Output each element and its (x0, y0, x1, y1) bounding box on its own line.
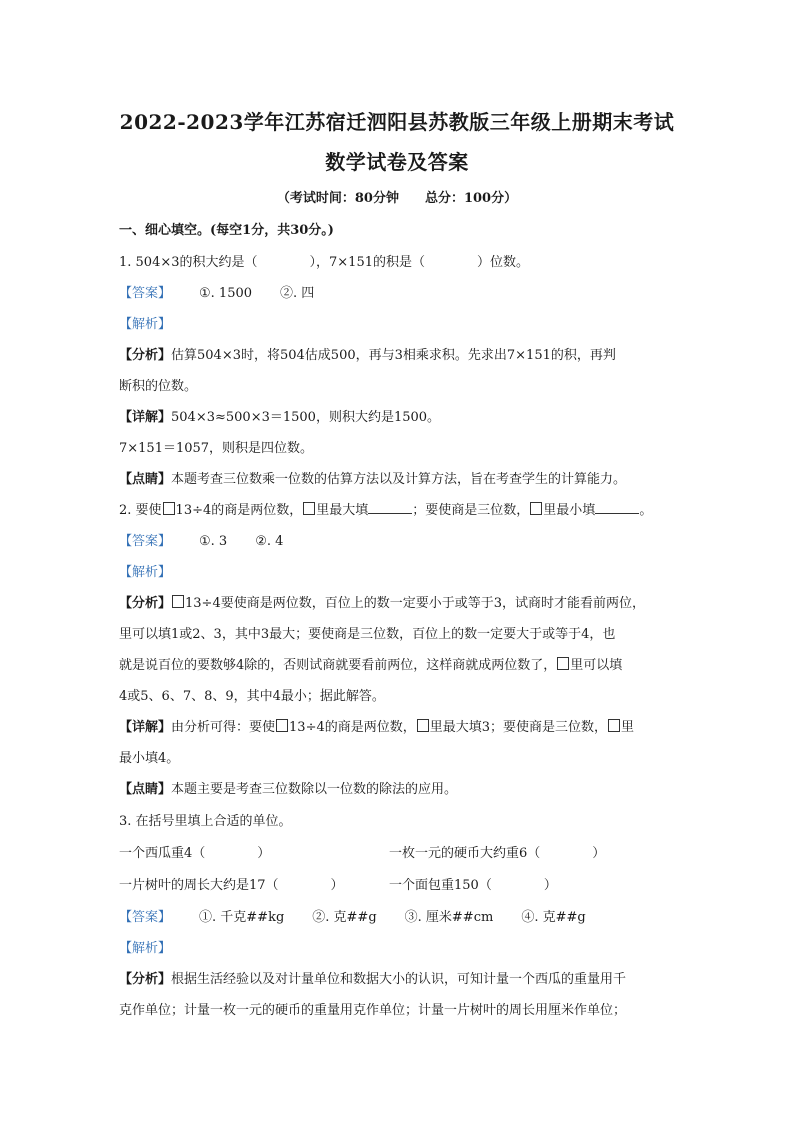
q3-item: 一枚一元的硬币大约重6（ ） (389, 846, 606, 861)
q1-fenxi-cont: 断积的位数。 (119, 379, 198, 394)
xiangjie-tag: 【详解】 (119, 410, 172, 425)
exam-total: 总分：100分） (424, 191, 518, 206)
q2-text: 13÷4的商是两位数， (175, 503, 303, 518)
q3-fenxi-cont: 克作单位；计量一枚一元的硬币的重量用克作单位；计量一片树叶的周长用厘米作单位； (119, 1003, 627, 1018)
blank-box (303, 502, 315, 515)
q1-xiangjie-cont: 7×151＝1057，则积是四位数。 (119, 441, 314, 456)
q2-answer (119, 530, 283, 549)
q1-question: 1. 504×3的积大约是（ ），7×151的积是（ ）位数。 (119, 255, 529, 270)
xiangjie-tag: 【详解】 (119, 720, 172, 735)
analysis-tag: 【解析】 (119, 941, 172, 956)
document-title-line1: 2022-2023学年江苏宿迁泗阳县苏教版三年级上册期末考试 (119, 110, 675, 134)
q2-fenxi (119, 592, 645, 611)
q2-text: 2. 要使 (119, 503, 162, 518)
dianjing-text: 本题主要是考查三位数除以一位数的除法的应用。 (171, 782, 458, 797)
answer-item: ①. 千克##kg (199, 910, 285, 925)
fenxi-tag: 【分析】 (119, 596, 172, 611)
q2-xiangjie-cont: 最小填4。 (119, 751, 180, 766)
answer-tag: 【答案】 (119, 534, 172, 549)
q3-item: 一个西瓜重4（ ） (119, 846, 271, 861)
blank-box (172, 595, 184, 608)
answer-item: ②. 克##g (312, 910, 377, 925)
fenxi-text: 13÷4要使商是两位数，百位上的数一定要小于或等于3，试商时才能看前两位， (185, 596, 645, 611)
fenxi-text: 根据生活经验以及对计量单位和数据大小的认识，可知计量一个西瓜的重量用千 (171, 972, 627, 987)
answer-item: ③. 厘米##cm (404, 910, 494, 925)
analysis-tag: 【解析】 (119, 317, 172, 332)
blank-box (417, 719, 429, 732)
q3-item: 一个面包重150（ ） (389, 878, 557, 893)
q2-fenxi-cont (119, 654, 622, 673)
fenxi-tag: 【分析】 (119, 348, 172, 363)
fenxi-text: 就是说百位的要数够4除的，否则试商就要看前两位，这样商就成两位数了， (119, 658, 557, 673)
q2-question (119, 499, 652, 518)
fill-blank (368, 502, 412, 514)
answer-item: ④. 克##g (521, 910, 586, 925)
blank-box (530, 502, 542, 515)
q2-dianjing (119, 778, 457, 797)
q2-fenxi-cont: 里可以填1或2、3，其中3最大；要使商是三位数，百位上的数一定要大于或等于4，也 (119, 627, 616, 642)
document-title-line2: 数学试卷及答案 (325, 150, 469, 174)
xiangjie-text: 由分析可得：要使 (171, 720, 276, 735)
exam-time: （考试时间：80分钟 (276, 191, 399, 206)
q2-text: 。 (639, 503, 653, 518)
xiangjie-text: 里 (621, 720, 635, 735)
answer-item: ①. 1500 (199, 286, 253, 301)
q3-item: 一片树叶的周长大约是17（ ） (119, 878, 344, 893)
blank-box (163, 502, 175, 515)
q1-answer (119, 282, 314, 301)
answer-tag: 【答案】 (119, 286, 172, 301)
q1-fenxi (119, 344, 616, 363)
dianjing-tag: 【点睛】 (119, 472, 172, 487)
blank-box (608, 719, 620, 732)
q3-fenxi (119, 968, 626, 987)
dianjing-text: 本题考查三位数乘一位数的估算方法以及计算方法，旨在考查学生的计算能力。 (171, 472, 627, 487)
blank-box (557, 657, 569, 670)
q1-xiangjie (119, 406, 440, 425)
fenxi-text: 估算504×3时，将504估成500，再与3相乘求积。先求出7×151的积，再判 (171, 348, 616, 363)
xiangjie-text: 504×3≈500×3＝1500，则积大约是1500。 (171, 410, 441, 425)
exam-meta (0, 187, 794, 206)
answer-tag: 【答案】 (119, 910, 172, 925)
dianjing-tag: 【点睛】 (119, 782, 172, 797)
q2-xiangjie (119, 716, 634, 735)
q1-dianjing (119, 468, 626, 487)
q2-text: 里最大填 (316, 503, 369, 518)
xiangjie-text: 里最大填3；要使商是三位数， (429, 720, 608, 735)
q2-fenxi-cont: 4或5、6、7、8、9，其中4最小；据此解答。 (119, 689, 385, 704)
q2-text: ；要使商是三位数， (412, 503, 530, 518)
xiangjie-text: 13÷4的商是两位数， (289, 720, 416, 735)
q3-answer (119, 906, 586, 925)
fill-blank (595, 502, 639, 514)
section-heading: 一、细心填空。(每空1分，共30分。) (119, 223, 334, 238)
answer-item: ②. 4 (255, 534, 284, 549)
answer-item: ②. 四 (280, 286, 315, 301)
q2-text: 里最小填 (543, 503, 596, 518)
analysis-tag: 【解析】 (119, 565, 172, 580)
fenxi-tag: 【分析】 (119, 972, 172, 987)
q3-question: 3. 在括号里填上合适的单位。 (119, 814, 292, 829)
blank-box (276, 719, 288, 732)
answer-item: ①. 3 (199, 534, 228, 549)
fenxi-text: 里可以填 (570, 658, 623, 673)
